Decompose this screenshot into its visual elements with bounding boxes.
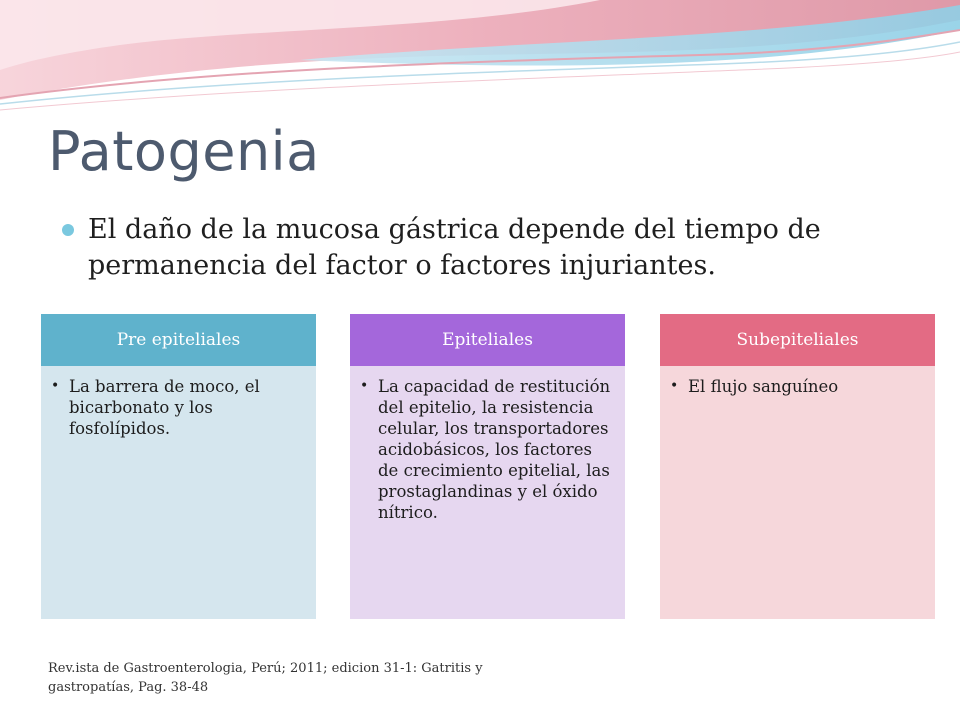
column-header: Subepiteliales: [660, 314, 935, 366]
bullet-icon: •: [670, 378, 679, 394]
bullet-icon: •: [51, 378, 60, 394]
main-bullet: [62, 212, 922, 284]
list-item-text: La capacidad de restitución del epitelio, la resistencia celular, los transportadores acidobásicos, los factores de crecimiento epitelial, las prostaglandinas y el óxido nítrico.: [378, 377, 611, 522]
column-header: Pre epiteliales: [41, 314, 316, 366]
main-bullet-text: El daño de la mucosa gástrica depende del tiempo de permanencia del factor o factores injuriantes.: [88, 214, 821, 281]
list-item-text: El flujo sanguíneo: [688, 377, 839, 396]
source-citation: Rev.ista de Gastroenterologia, Perú; 2011; edicion 31-1: Gatritis y gastropatías, Pag. 38-48: [48, 661, 483, 695]
bullet-dot-icon: [62, 224, 74, 236]
column-body: [41, 366, 316, 619]
bullet-icon: •: [360, 378, 369, 394]
column-subepiteliales: [660, 314, 935, 619]
list-item-text: La barrera de moco, el bicarbonato y los fosfolípidos.: [69, 377, 260, 438]
slide-title: Patogenia: [48, 120, 320, 183]
column-body: [350, 366, 625, 619]
list-item: [51, 376, 306, 439]
decorative-wave-banner: [0, 0, 960, 115]
list-item: [360, 376, 615, 523]
list-item: [670, 376, 925, 397]
column-epiteliales: [350, 314, 625, 619]
column-header: Epiteliales: [350, 314, 625, 366]
column-pre-epiteliales: [41, 314, 316, 619]
column-body: [660, 366, 935, 619]
